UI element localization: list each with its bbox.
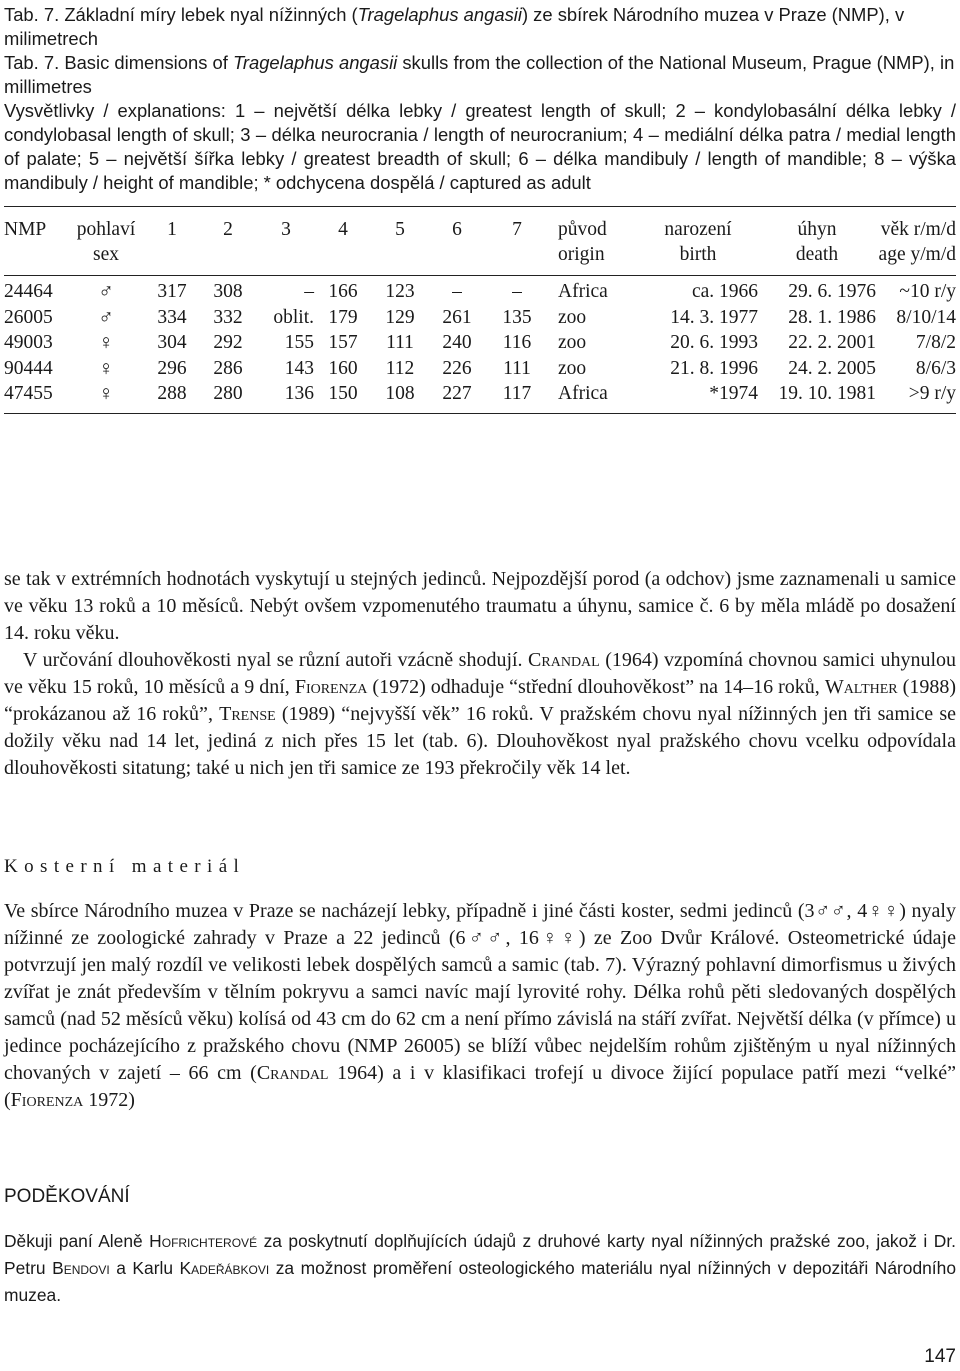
column-header: narození <box>664 219 732 240</box>
sex-symbol: ♂ <box>98 279 114 303</box>
text-run: (1988) “prokázanou až 16 roků”, <box>4 676 956 725</box>
cell: 123 <box>385 281 415 302</box>
text-run: (1972) odhaduje “střední dlouhověkost” na 14–16 roků, <box>367 676 825 698</box>
column-header: úhyn <box>797 219 837 240</box>
table-row <box>4 279 956 305</box>
column-header-en <box>258 242 314 267</box>
text-run: V určování dlouhověkosti nyal se různí autoři vzácně shodují. <box>23 649 529 671</box>
paragraph: se tak v extrémních hodnotách vyskytují u stejných jedinců. Nejpozdější porod (a odchov) jsme zaznamenali u samice ve věku 13 roků a 10 měsíců. Nebýt ovšem vzpomenutého traumatu a úhynu, samice č. 6 by měla mládě po dosažení 14. roku věku. <box>4 568 956 644</box>
text-run: Děkuji paní Aleně <box>4 1231 150 1251</box>
cell-birth: 14. 3. 1977 <box>670 306 758 328</box>
data-table-body <box>4 276 956 413</box>
acknowledgement-paragraph <box>4 1228 956 1309</box>
cell-origin: zoo <box>558 357 587 379</box>
header-row-en <box>4 242 956 267</box>
author-name: Fiorenza <box>10 1089 84 1111</box>
cell-birth: 21. 8. 1996 <box>670 357 758 379</box>
text-run: za možnost proměření osteologického materiálu nyal nížinných v depozitáři Národního muzea. <box>4 1258 956 1305</box>
paragraph <box>4 647 956 782</box>
table-row <box>4 330 956 356</box>
author-name: Crandal <box>528 649 600 671</box>
cell: 288 <box>157 383 187 404</box>
cell-nmp: 24464 <box>4 281 53 302</box>
cell: 108 <box>385 383 415 404</box>
caption-text: Tab. 7. Basic dimensions of <box>4 52 233 73</box>
cell: 308 <box>213 281 243 302</box>
column-header-en: death <box>795 244 839 265</box>
cell-death: 19. 10. 1981 <box>778 383 876 404</box>
column-header: 6 <box>452 219 462 240</box>
column-header: věk r/m/d <box>880 219 956 240</box>
person-name: Kadeřábkovi <box>179 1258 270 1278</box>
column-header-en <box>198 242 258 267</box>
cell: 226 <box>442 357 472 379</box>
cell: 296 <box>157 357 187 379</box>
column-header: 2 <box>223 219 233 240</box>
person-name: Bendovi <box>52 1258 110 1278</box>
table-row <box>4 305 956 331</box>
sex-symbol: ♀ <box>98 330 114 354</box>
header-row-cz <box>4 217 956 242</box>
cell: 227 <box>442 383 472 404</box>
cell-origin: Africa <box>558 383 608 404</box>
cell-birth: *1974 <box>709 383 758 404</box>
text-run: a Karlu <box>109 1258 180 1278</box>
cell-origin: Africa <box>558 281 608 302</box>
cell: 129 <box>385 306 415 328</box>
column-header: 3 <box>281 219 291 240</box>
column-header: 7 <box>512 219 522 240</box>
column-header: původ <box>558 219 607 240</box>
text-run: 1964) a i v klasifikaci trofejí u divoce žijící populace patří mezi “velké” ( <box>4 1062 956 1111</box>
species-name: Tragelaphus angasii <box>357 4 522 25</box>
cell: 136 <box>284 383 314 404</box>
cell-nmp: 26005 <box>4 306 53 328</box>
section-heading: Kosterní materiál <box>4 856 246 877</box>
cell: 240 <box>442 332 472 353</box>
caption-text: skulls from the collection of the National Museum, Prague (NMP), in millimetres <box>4 52 955 97</box>
column-header-en: sex <box>93 244 119 265</box>
cell: 304 <box>157 332 187 353</box>
cell: 111 <box>503 357 531 379</box>
column-header: 4 <box>338 219 348 240</box>
cell-birth: ca. 1966 <box>691 281 758 302</box>
sex-symbol: ♂ <box>98 304 114 329</box>
page-number: 147 <box>924 1346 956 1367</box>
cell-age: 8/6/3 <box>915 357 956 379</box>
person-name: Hofrichterové <box>149 1231 258 1251</box>
paragraph <box>4 898 956 1114</box>
cell-death: 28. 1. 1986 <box>788 306 876 328</box>
cell: 157 <box>328 332 358 353</box>
column-header-en <box>428 242 486 267</box>
text-run: (1964) vzpomíná chovnou samici uhynulou ve věku 15 roků, 10 měsíců a 9 dní, <box>4 649 957 698</box>
cell: 135 <box>502 306 532 328</box>
text-run: 1972) <box>83 1089 135 1111</box>
caption-title-cz <box>4 3 956 51</box>
cell: – <box>304 281 314 302</box>
cell-origin: zoo <box>558 306 587 328</box>
cell-age: >9 r/y <box>908 383 956 404</box>
cell: 143 <box>284 357 314 379</box>
cell: 332 <box>213 306 243 328</box>
column-header-en <box>314 242 372 267</box>
body-text-section <box>4 566 956 782</box>
skull-dimensions-table <box>4 206 956 414</box>
cell-nmp: 90444 <box>4 357 53 379</box>
cell: – <box>452 281 462 302</box>
column-header-en: origin <box>558 244 605 265</box>
cell: 292 <box>213 332 243 353</box>
table-row <box>4 381 956 407</box>
column-header: 5 <box>395 219 405 240</box>
sex-symbol: ♀ <box>98 355 114 380</box>
column-header: pohlaví <box>76 219 136 240</box>
cell-death: 22. 2. 2001 <box>788 332 876 353</box>
cell: 155 <box>284 332 314 353</box>
column-header-en: birth <box>679 244 717 265</box>
cell: – <box>512 281 522 302</box>
cell: 112 <box>385 357 415 379</box>
sex-symbol: ♀ <box>98 381 114 405</box>
cell: 334 <box>157 306 187 328</box>
author-name: Crandal <box>256 1062 329 1084</box>
cell-death: 29. 6. 1976 <box>788 281 876 302</box>
cell: 150 <box>328 383 358 404</box>
column-header-en <box>4 242 66 267</box>
table-bottom-rule <box>4 413 956 414</box>
cell-age: 7/8/2 <box>915 332 956 353</box>
cell: 160 <box>328 357 358 379</box>
column-header-en: age y/m/d <box>878 244 956 265</box>
cell: 111 <box>386 332 414 353</box>
section-heading: PODĚKOVÁNÍ <box>4 1186 130 1207</box>
cell-death: 24. 2. 2005 <box>788 357 876 379</box>
column-header-en <box>146 242 198 267</box>
cell: 286 <box>213 357 243 379</box>
caption-text: Tab. 7. Základní míry lebek nyal nížinných ( <box>4 4 358 25</box>
caption-text: ) ze sbírek Národního muzea v Praze (NMP), v milimetrech <box>4 4 905 49</box>
cell-origin: zoo <box>558 332 587 353</box>
column-header: 1 <box>167 219 177 240</box>
column-header-en <box>372 242 428 267</box>
cell: 117 <box>502 383 532 404</box>
author-name: Fiorenza <box>294 676 368 698</box>
table-caption <box>4 3 956 195</box>
table-row <box>4 356 956 382</box>
cell: 179 <box>328 306 358 328</box>
data-table <box>4 207 956 275</box>
author-name: Trense <box>219 703 276 725</box>
cell-age: 8/10/14 <box>896 306 956 328</box>
cell: 116 <box>502 332 532 353</box>
cell-age: ~10 r/y <box>899 281 956 302</box>
cell: 280 <box>213 383 243 404</box>
caption-title-en <box>4 51 956 99</box>
text-run: Ve sbírce Národního muzea v Praze se nacházejí lebky, případně i jiné části koster, sedmi jedinců (3♂♂, 4♀♀) nyaly nížinné ze zoologické zahrady v Praze a 22 jedinců (6♂♂, 16♀♀) ze Zoo Dvůr Králové. Osteometrické údaje potvrzují jen malý rozdíl ve velikosti lebek dospělých samců a samic (tab. 7). Výrazný pohlavní dimorfismus u živých zvířat je znát především v tělním pokryvu a samci navíc mají lyrovité rohy. Délka rohů pěti sledovaných dospělých samců (nad 52 měsíců věku) kolísá od 43 cm do 62 cm a není přímo závislá na stáří zvířat. Největší délka (v přímce) u jedince pocházejícího z pražského chovu (NMP 26005) se blíží vůbec nejdelším rohům zjištěným u nyal nížinných chovaných v zajetí – 66 cm ( <box>4 900 956 1084</box>
cell-birth: 20. 6. 1993 <box>670 332 758 353</box>
cell-nmp: 49003 <box>4 332 53 353</box>
column-header: NMP <box>4 219 47 240</box>
species-name: Tragelaphus angasii <box>232 52 398 73</box>
caption-explanations: Vysvětlivky / explanations: 1 – největší délka lebky / greatest length of skull; 2 – kondylobasální délka lebky / condylobasal length of skull; 3 – délka neurocrania / length of neurocranium; 4 – mediální délka patra / medial length of palate; 5 – největší šířka lebky / greatest breadth of skull; 6 – délka mandibuly / length of mandible; 8 – výška mandibuly / height of mandible; * odchycena dospělá / captured as adult <box>4 100 956 193</box>
cell: oblit. <box>273 306 314 328</box>
text-run: (1989) “nejvyšší věk” 16 roků. V pražském chovu nyal nížinných jen tři samice se dožily věku nad 14 let, jediná z nich přes 15 let (tab. 6). Dlouhověkost nyal pražského chovu vcelku odpovídala dlouhověkosti sitatung; také u nich jen tři samice ze 193 překročily věk 14 let. <box>4 703 956 779</box>
cell-nmp: 47455 <box>4 383 53 404</box>
cell: 317 <box>157 281 187 302</box>
author-name: Walther <box>824 676 898 698</box>
table-header <box>4 207 956 275</box>
column-header-en <box>486 242 548 267</box>
cell: 261 <box>442 306 472 328</box>
text-run: za poskytnutí doplňujících údajů z druhové karty nyal nížinných pražské zoo, jakož i Dr. Petru <box>4 1231 957 1278</box>
cell: 166 <box>328 281 358 302</box>
